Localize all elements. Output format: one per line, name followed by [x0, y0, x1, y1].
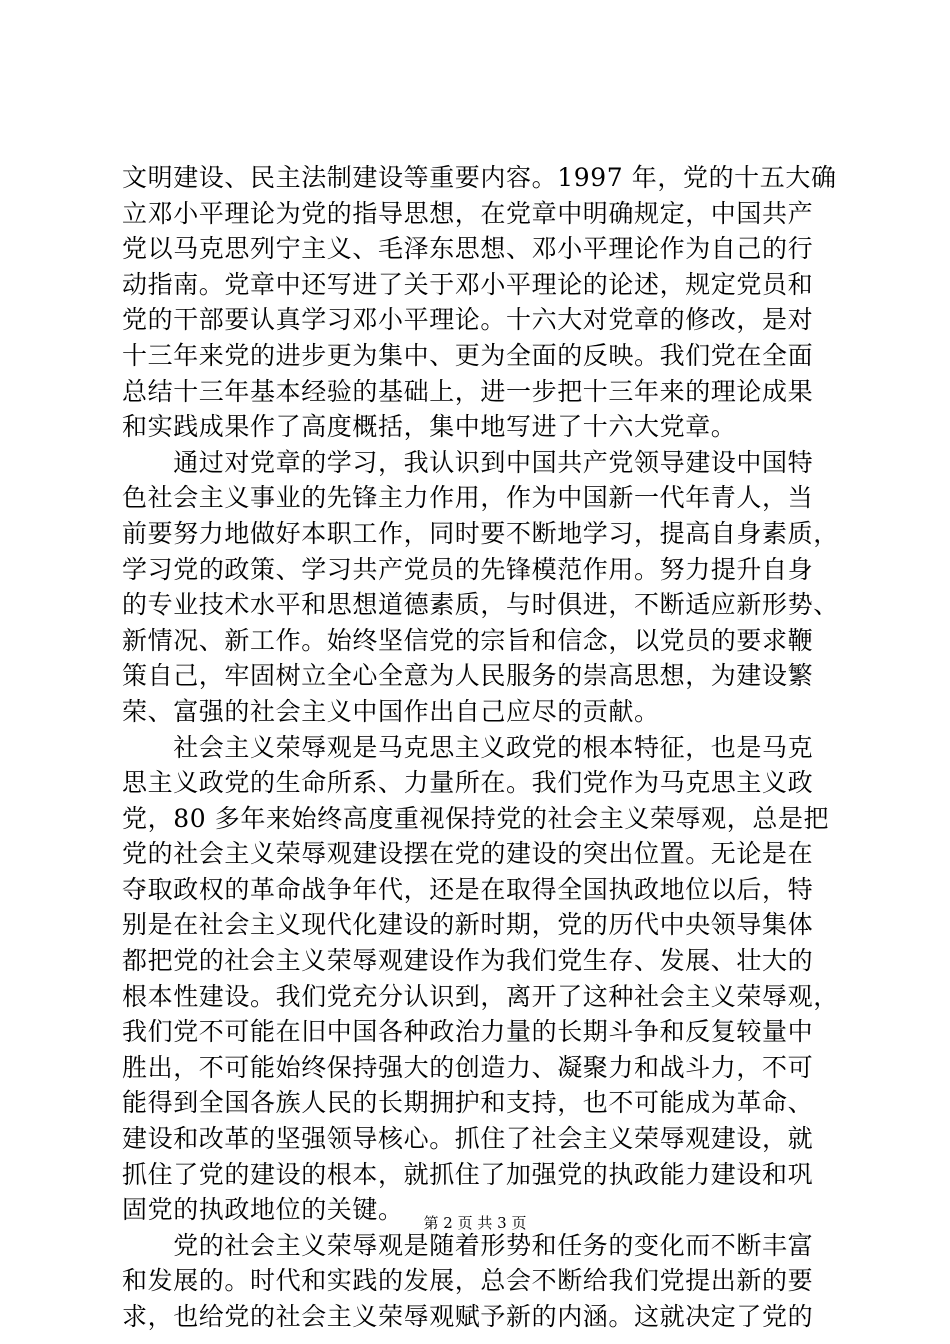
- text-line: 胜出，不可能始终保持强大的创造力、凝聚力和战斗力，不可: [122, 1052, 814, 1082]
- text-line: 别是在社会主义现代化建设的新时期，党的历代中央领导集体: [122, 910, 814, 940]
- text-line: 求，也给党的社会主义荣辱观赋予新的内涵。这就决定了党的: [122, 1302, 814, 1331]
- text-line: 和实践成果作了高度概括，集中地写进了十六大党章。: [122, 412, 737, 442]
- text-line: 思主义政党的生命所系、力量所在。我们党作为马克思主义政: [122, 768, 814, 798]
- text-line: 党的社会主义荣辱观建设摆在党的建设的突出位置。无论是在: [122, 839, 814, 869]
- text-line: 新情况、新工作。始终坚信党的宗旨和信念，以党员的要求鞭: [122, 625, 814, 655]
- text-line: 通过对党章的学习，我认识到中国共产党领导建设中国特: [122, 447, 814, 477]
- text-line: 学习党的政策、学习共产党员的先锋模范作用。努力提升自身: [122, 554, 814, 584]
- text-line: 抓住了党的建设的根本，就抓住了加强党的执政能力建设和巩: [122, 1159, 814, 1189]
- text-line: 党，80 多年来始终高度重视保持党的社会主义荣辱观，总是把: [122, 803, 830, 833]
- text-line: 的专业技术水平和思想道德素质，与时俱进，不断适应新形势、: [122, 590, 839, 620]
- text-line: 十三年来党的进步更为集中、更为全面的反映。我们党在全面: [122, 340, 814, 370]
- text-line: 文明建设、民主法制建设等重要内容。1997 年，党的十五大确: [122, 163, 837, 192]
- text-line: 荣、富强的社会主义中国作出自己应尽的贡献。: [122, 696, 660, 726]
- page-number-label: 第 2 页 共 3 页: [423, 1214, 527, 1232]
- text-line: 党的社会主义荣辱观是随着形势和任务的变化而不断丰富: [122, 1230, 814, 1260]
- text-line: 总结十三年基本经验的基础上，进一步把十三年来的理论成果: [122, 376, 814, 406]
- text-line: 策自己，牢固树立全心全意为人民服务的崇高思想，为建设繁: [122, 661, 814, 691]
- document-body: [122, 160, 839, 1335]
- page-footer: [0, 1213, 950, 1233]
- text-line: 夺取政权的革命战争年代，还是在取得全国执政地位以后，特: [122, 874, 814, 904]
- text-line: 和发展的。时代和实践的发展，总会不断给我们党提出新的要: [122, 1266, 814, 1296]
- text-line: 立邓小平理论为党的指导思想，在党章中明确规定，中国共产: [122, 198, 814, 228]
- text-line: 社会主义荣辱观是马克思主义政党的根本特征，也是马克: [122, 732, 814, 762]
- text-line: 党以马克思列宁主义、毛泽东思想、邓小平理论作为自己的行: [122, 234, 814, 264]
- text-line: 能得到全国各族人民的长期拥护和支持，也不可能成为革命、: [122, 1088, 814, 1118]
- text-line: 动指南。党章中还写进了关于邓小平理论的论述，规定党员和: [122, 269, 814, 299]
- text-line: 根本性建设。我们党充分认识到，离开了这种社会主义荣辱观，: [122, 981, 839, 1011]
- text-line: 党的干部要认真学习邓小平理论。十六大对党章的修改，是对: [122, 305, 814, 335]
- text-line: 都把党的社会主义荣辱观建设作为我们党生存、发展、壮大的: [122, 946, 814, 976]
- text-line: 我们党不可能在旧中国各种政治力量的长期斗争和反复较量中: [122, 1017, 814, 1047]
- text-line: 前要努力地做好本职工作，同时要不断地学习，提高自身素质，: [122, 518, 839, 548]
- text-line: 建设和改革的坚强领导核心。抓住了社会主义荣辱观建设，就: [122, 1124, 814, 1154]
- text-line: 固党的执政地位的关键。: [122, 1195, 404, 1225]
- text-line: 色社会主义事业的先锋主力作用，作为中国新一代年青人，当: [122, 483, 814, 513]
